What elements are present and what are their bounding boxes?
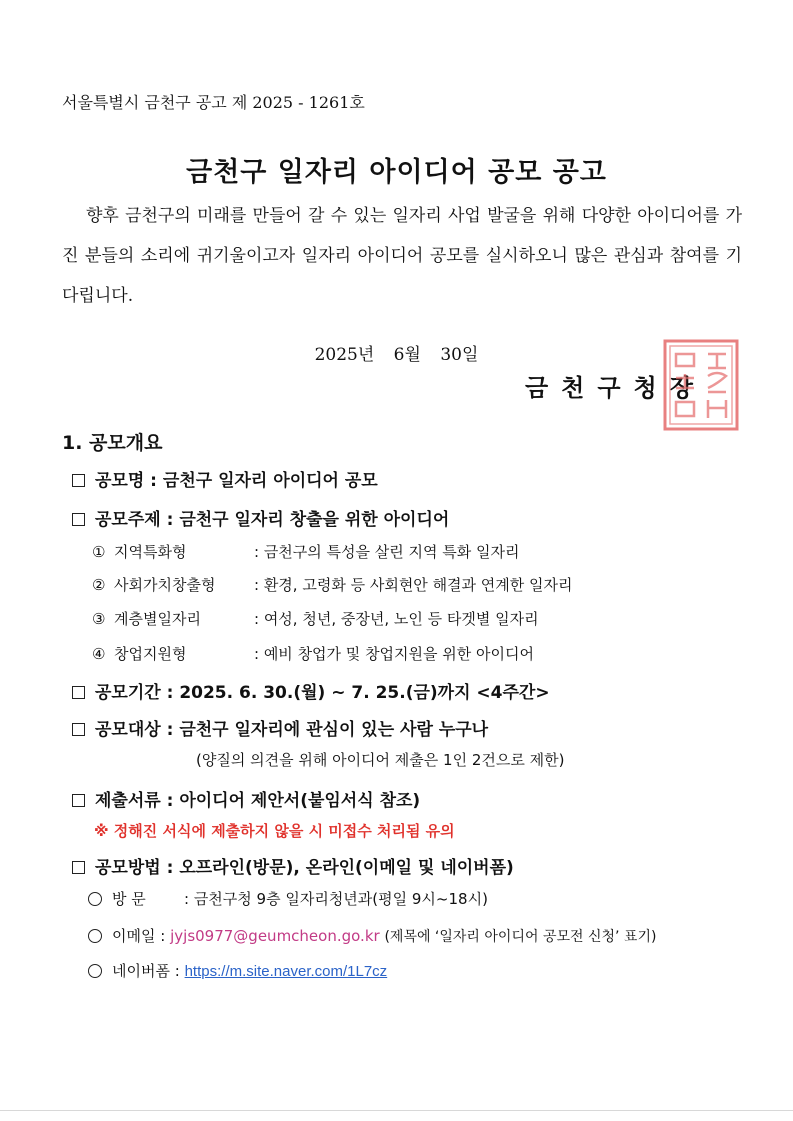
page-title: 금천구 일자리 아이디어 공모 공고 [186,157,607,188]
theme-item: ③ 계층별일자리 : 여성, 청년, 중장년, 노인 등 타겟별 일자리 [92,610,539,628]
target-note: (양질의 의견을 위해 아이디어 제출은 1인 2건으로 제한) [196,751,565,769]
official-seal-icon [662,338,740,432]
theme-item: ② 사회가치창출형 : 환경, 고령화 등 사회현안 해결과 연계한 일자리 [92,576,573,594]
circle-bullet-icon [88,892,102,906]
circle-bullet-icon [88,964,102,978]
notice-date: 2025년 6월 30일 [314,345,479,365]
overview-period: 공모기간 : 2025. 6. 30.(월) ~ 7. 25.(금)까지 <4주간> [72,678,550,703]
email-link[interactable]: jyjs0977@geumcheon.go.kr [170,927,380,945]
section-heading-overview: 1. 공모개요 [62,432,163,454]
overview-method: 공모방법 : 오프라인(방문), 온라인(이메일 및 네이버폼) [72,853,514,878]
notice-number: 서울특별시 금천구 공고 제 2025 - 1261호 [62,93,365,112]
overview-name: 공모명 : 금천구 일자리 아이디어 공모 [72,466,378,491]
overview-documents: 제출서류 : 아이디어 제안서(붙임서식 참조) [72,786,420,811]
intro-text: 향후 금천구의 미래를 만들어 갈 수 있는 일자리 사업 발굴을 위해 다양한 아이디어를 가진 분들의 소리에 귀기울이고자 일자리 아이디어 공모를 실시하오니 많은 관심과 참여를 기다립니다. [62,206,742,306]
checkbox-square-icon [72,861,85,874]
intro-paragraph [62,196,742,316]
checkbox-square-icon [72,723,85,736]
theme-item: ④ 창업지원형 : 예비 창업가 및 창업지원을 위한 아이디어 [92,645,534,663]
documents-warning: ※ 정해진 서식에 제출하지 않을 시 미접수 처리됨 유의 [94,822,455,840]
naver-form-link[interactable]: https://m.site.naver.com/1L7cz [184,963,388,980]
checkbox-square-icon [72,794,85,807]
checkbox-square-icon [72,686,85,699]
checkbox-square-icon [72,474,85,487]
circle-bullet-icon [88,929,102,943]
method-email: 이메일 : jyjs0977@geumcheon.go.kr (제목에 ‘일자리 아이디어 공모전 신청’ 표기) [88,925,656,946]
method-visit: 방 문 : 금천구청 9층 일자리청년과(평일 9시~18시) [88,888,488,909]
overview-target: 공모대상 : 금천구 일자리에 관심이 있는 사람 누구나 [72,715,488,740]
theme-item: ① 지역특화형 : 금천구의 특성을 살린 지역 특화 일자리 [92,543,520,561]
page-bottom-divider [0,1110,793,1111]
issuer-name: 금천구청장 [525,374,706,402]
overview-theme: 공모주제 : 금천구 일자리 창출을 위한 아이디어 [72,505,449,530]
method-naver-form: 네이버폼 : https://m.site.naver.com/1L7cz [88,960,387,981]
checkbox-square-icon [72,513,85,526]
